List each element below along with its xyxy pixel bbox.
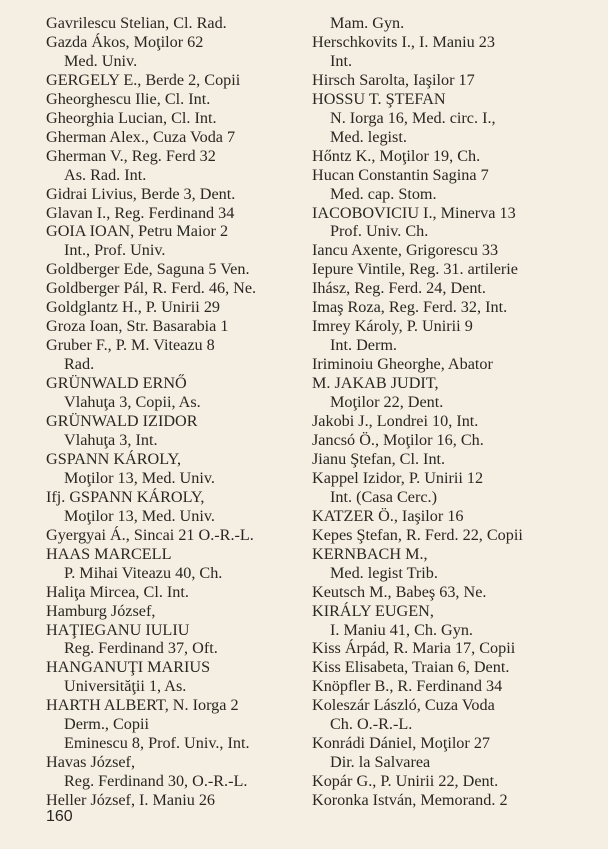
entry-line: Iancu Axente, Grigorescu 33 (312, 241, 499, 260)
right-column (312, 14, 604, 810)
entry-continuation-line: Universităţii 1, As. (64, 677, 187, 696)
entry-continuation-line: Mam. Gyn. (330, 14, 405, 32)
entry-line: GERGELY E., Berde 2, Copii (46, 70, 241, 89)
entry-continuation-line: Med. cap. Stom. (330, 184, 437, 203)
entry-line: HARTH ALBERT, N. Iorga 2 (46, 696, 239, 715)
entry-continuation-line: Med. legist. (330, 127, 407, 146)
entry-line: IACOBOVICIU I., Minerva 13 (312, 203, 516, 222)
entry-line: Imaş Roza, Reg. Ferd. 32, Int. (312, 298, 508, 317)
entry-line: HAŢIEGANU IULIU (46, 620, 190, 639)
entry-continuation-line: N. Iorga 16, Med. circ. I., (330, 108, 496, 127)
entry-line: Glavan I., Reg. Ferdinand 34 (46, 203, 235, 222)
entry-line: GRÜNWALD ERNŐ (46, 374, 187, 393)
entry-line: Ifj. GSPANN KÁROLY, (46, 487, 205, 506)
entry-continuation-line: Vlahuţa 3, Int. (64, 430, 158, 449)
entry-line: Gazda Ákos, Moţilor 62 (46, 32, 204, 51)
left-column (46, 14, 308, 810)
entry-continuation-line: Int. (Casa Cerc.) (330, 487, 437, 506)
entry-continuation-line: Eminescu 8, Prof. Univ., Int. (64, 734, 250, 753)
entry-continuation-line: Int. Derm. (330, 336, 397, 355)
entry-line: Hőntz K., Moţilor 19, Ch. (312, 146, 481, 165)
entry-line: KIRÁLY EUGEN, (312, 601, 434, 620)
entry-continuation-line: Rad. (64, 355, 95, 374)
entry-line: Konrádi Dániel, Moţilor 27 (312, 734, 491, 753)
entry-line: Herschkovits I., I. Maniu 23 (312, 32, 495, 51)
entry-line: Gherman V., Reg. Ferd 32 (46, 146, 216, 165)
entry-continuation-line: Med. Univ. (64, 51, 138, 70)
entry-line: Hucan Constantin Sagina 7 (312, 165, 489, 184)
entry-line: Gyergyai Á., Sincai 21 O.-R.-L. (46, 525, 254, 544)
entry-line: Imrey Károly, P. Unirii 9 (312, 317, 473, 336)
entry-line: Havas József, (46, 753, 135, 772)
entry-continuation-line: I. Maniu 41, Ch. Gyn. (330, 620, 473, 639)
entry-line: Haliţa Mircea, Cl. Int. (46, 582, 189, 601)
page-number: 160 (46, 808, 73, 825)
entry-line: Groza Ioan, Str. Basarabia 1 (46, 317, 229, 336)
entry-line: M. JAKAB JUDIT, (312, 374, 439, 393)
entry-line: Gavrilescu Stelian, Cl. Rad. (46, 14, 227, 32)
entry-line: Gruber F., P. M. Viteazu 8 (46, 336, 215, 355)
entry-line: Heller József, I. Maniu 26 (46, 791, 216, 810)
entry-line: Goldberger Pál, R. Ferd. 46, Ne. (46, 279, 257, 298)
entry-line: Kepes Ştefan, R. Ferd. 22, Copii (312, 525, 523, 544)
entry-line: Gheorghescu Ilie, Cl. Int. (46, 89, 211, 108)
entry-line: KERNBACH M., (312, 544, 428, 563)
entry-continuation-line: Int. (330, 51, 353, 70)
entry-line: KATZER Ö., Iaşilor 16 (312, 506, 464, 525)
entry-line: Ihász, Reg. Ferd. 24, Dent. (312, 279, 486, 298)
entry-continuation-line: P. Mihai Viteazu 40, Ch. (64, 563, 223, 582)
entry-continuation-line: Ch. O.-R.-L. (330, 715, 413, 734)
entry-line: HAAS MARCELL (46, 544, 172, 563)
entry-continuation-line: Med. legist Trib. (330, 563, 438, 582)
entry-continuation-line: Int., Prof. Univ. (64, 241, 166, 260)
entry-line: GRÜNWALD IZIDOR (46, 412, 198, 431)
entry-line: Kiss Árpád, R. Maria 17, Copii (312, 639, 516, 658)
entry-line: HOSSU T. ŞTEFAN (312, 89, 446, 108)
entry-line: Kappel Izidor, P. Unirii 12 (312, 468, 484, 487)
entry-line: Knöpfler B., R. Ferdinand 34 (312, 677, 503, 696)
entry-continuation-line: Derm., Copii (64, 715, 149, 734)
entry-continuation-line: Reg. Ferdinand 30, O.-R.-L. (64, 772, 248, 791)
entry-continuation-line: Moţilor 13, Med. Univ. (64, 468, 215, 487)
entry-continuation-line: Moţilor 13, Med. Univ. (64, 506, 215, 525)
entry-continuation-line: As. Rad. Int. (64, 165, 147, 184)
entry-line: Goldglantz H., P. Unirii 29 (46, 298, 221, 317)
entry-line: HANGANUŢI MARIUS (46, 658, 211, 677)
entry-line: Hamburg József, (46, 601, 156, 620)
entry-continuation-line: Moţilor 22, Dent. (330, 393, 444, 412)
entry-line: Jakobi J., Londrei 10, Int. (312, 412, 479, 431)
entry-line: GSPANN KÁROLY, (46, 449, 182, 468)
entry-line: Kopár G., P. Unirii 22, Dent. (312, 772, 499, 791)
entry-line: Gidrai Livius, Berde 3, Dent. (46, 184, 236, 203)
entry-line: Koronka István, Memorand. 2 (312, 791, 508, 810)
entry-continuation-line: Dir. la Salvarea (330, 753, 431, 772)
entry-continuation-line: Prof. Univ. Ch. (330, 222, 429, 241)
entry-line: GOIA IOAN, Petru Maior 2 (46, 222, 229, 241)
entry-line: Gheorghia Lucian, Cl. Int. (46, 108, 217, 127)
entry-line: Jancsó Ö., Moţilor 16, Ch. (312, 430, 484, 449)
entry-line: Jianu Ştefan, Cl. Int. (312, 449, 446, 468)
entry-line: Gherman Alex., Cuza Voda 7 (46, 127, 236, 146)
entry-continuation-line: Vlahuţa 3, Copii, As. (64, 393, 201, 412)
entry-line: Keutsch M., Babeş 63, Ne. (312, 582, 487, 601)
entry-line: Koleszár László, Cuza Voda (312, 696, 495, 715)
entry-line: Kiss Elisabeta, Traian 6, Dent. (312, 658, 510, 677)
entry-continuation-line: Reg. Ferdinand 37, Oft. (64, 639, 218, 658)
entry-line: Iriminoiu Gheorghe, Abator (312, 355, 493, 374)
entry-line: Goldberger Ede, Saguna 5 Ven. (46, 260, 250, 279)
entry-line: Hirsch Sarolta, Iaşilor 17 (312, 70, 475, 89)
entry-line: Iepure Vintile, Reg. 31. artilerie (312, 260, 518, 279)
